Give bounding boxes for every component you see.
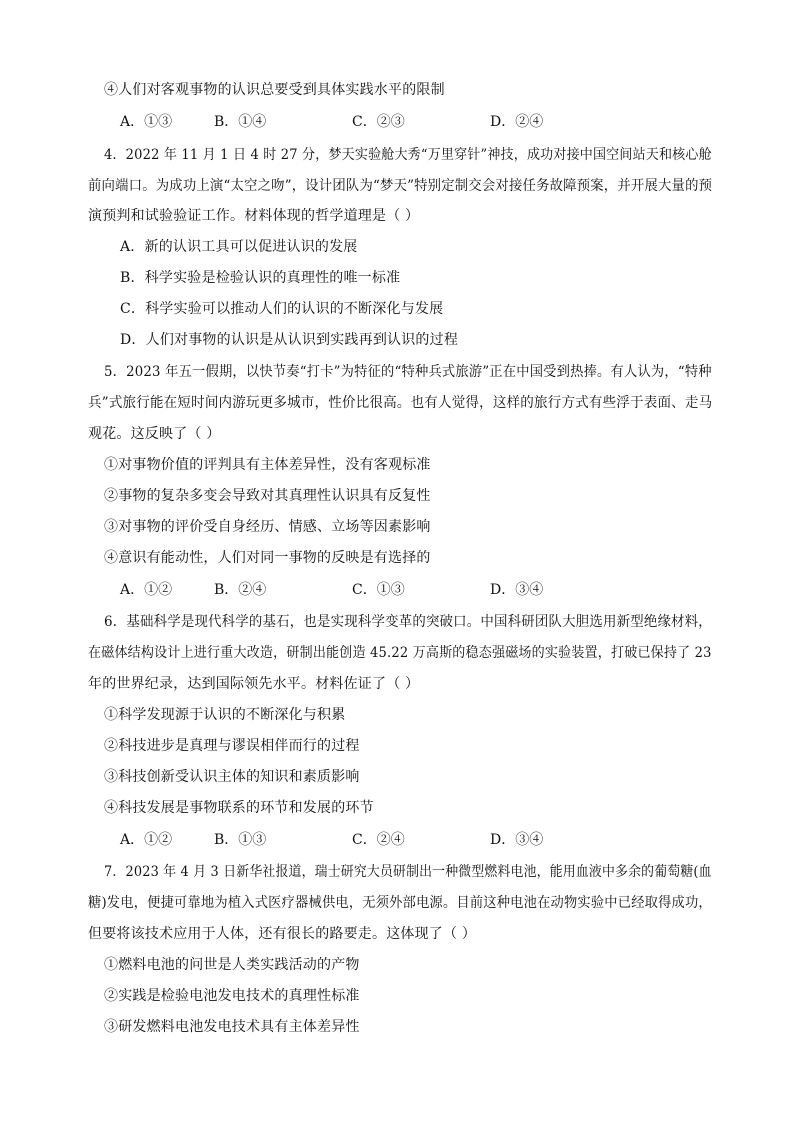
q3-option-b: B．①④ <box>214 114 267 130</box>
q6-statement-1: ①科学发现源于认识的不断深化与积累 <box>104 707 346 723</box>
q3-option-a: A．①③ <box>120 114 173 130</box>
q4-option-c: C．科学实验可以推动人们的认识的不断深化与发展 <box>120 301 444 317</box>
q7-statement-2: ②实践是检验电池发电技术的真理性标准 <box>104 988 360 1004</box>
q6-statement-4: ④科技发展是事物联系的环节和发展的环节 <box>104 800 374 816</box>
q6-option-d: D．③④ <box>490 832 544 848</box>
q7-stem-line-1: 7．2023 年 4 月 3 日新华社报道，瑞士研究大员研制出一种微型燃料电池，能用血液中多余的葡萄糖(血 <box>104 864 712 880</box>
q5-option-c: C．①③ <box>352 582 405 598</box>
q5-statement-3: ③对事物的评价受自身经历、情感、立场等因素影响 <box>104 519 431 535</box>
q5-option-a: A．①② <box>120 582 173 598</box>
q5-option-d: D．③④ <box>490 582 544 598</box>
q3-statement-4: ④人们对客观事物的认识总要受到具体实践水平的限制 <box>104 82 445 98</box>
q5-statement-4: ④意识有能动性，人们对同一事物的反映是有选择的 <box>104 550 431 566</box>
q6-statement-3: ③科技创新受认识主体的知识和素质影响 <box>104 769 360 785</box>
q6-option-c: C．②④ <box>352 832 405 848</box>
q4-option-d: D．人们对事物的认识是从认识到实践再到认识的过程 <box>120 332 459 348</box>
q6-option-b: B．①③ <box>214 832 267 848</box>
q4-stem-line-2: 前向端口。为成功上演“太空之吻”，设计团队为“梦天”特别定制交会对接任务故障预案，并开展大量的预 <box>88 178 713 194</box>
q4-stem-line-3: 演预判和试验验证工作。材料体现的哲学道理是（ ） <box>88 208 420 224</box>
q7-statement-1: ①燃料电池的问世是人类实践活动的产物 <box>104 957 360 973</box>
q5-stem-line-2: 兵”式旅行能在短时间内游玩更多城市，性价比很高。也有人觉得，这样的旅行方式有些浮于表面、走马 <box>88 395 713 411</box>
q7-stem-line-2: 糖)发电，便捷可靠地为植入式医疗器械供电，无须外部电源。目前这种电池在动物实验中已经取得成功， <box>88 895 712 911</box>
q6-stem-line-1: 6．基础科学是现代科学的基石，也是实现科学变革的突破口。中国科研团队大胆选用新型绝缘材料， <box>104 614 712 630</box>
q4-option-a: A．新的认识工具可以促进认识的发展 <box>120 239 358 255</box>
q7-stem-line-3: 但要将该技术应用于人体，还有很长的路要走。这体现了（ ） <box>88 926 477 942</box>
q3-option-c: C．②③ <box>352 114 405 130</box>
q5-statement-1: ①对事物价值的评判具有主体差异性，没有客观标准 <box>104 457 431 473</box>
q6-option-a: A．①② <box>120 832 173 848</box>
q5-option-b: B．②④ <box>214 582 267 598</box>
q4-option-b: B．科学实验是检验认识的真理性的唯一标准 <box>120 270 401 286</box>
q5-stem-line-1: 5．2023 年五一假期，以快节奏“打卡”为特征的“特种兵式旅游”正在中国受到热捧。有人认为，“特种 <box>104 364 712 380</box>
q3-option-d: D．②④ <box>490 114 544 130</box>
q7-statement-3: ③研发燃料电池发电技术具有主体差异性 <box>104 1019 360 1035</box>
q6-stem-line-3: 年的世界纪录，达到国际领先水平。材料佐证了（ ） <box>88 676 420 692</box>
q6-statement-2: ②科技进步是真理与谬误相伴而行的过程 <box>104 738 360 754</box>
q5-statement-2: ②事物的复杂多变会导致对其真理性认识具有反复性 <box>104 488 431 504</box>
q4-stem-line-1: 4．2022 年 11 月 1 日 4 时 27 分，梦天实验舱大秀“万里穿针”神技，成功对接中国空间站天和核心舱 <box>104 147 712 163</box>
q6-stem-line-2: 在磁体结构设计上进行重大改造，研制出能创造 45.22 万高斯的稳态强磁场的实验装置，打破已保持了 23 <box>88 645 712 661</box>
q5-stem-line-3: 观花。这反映了（ ） <box>88 426 221 442</box>
